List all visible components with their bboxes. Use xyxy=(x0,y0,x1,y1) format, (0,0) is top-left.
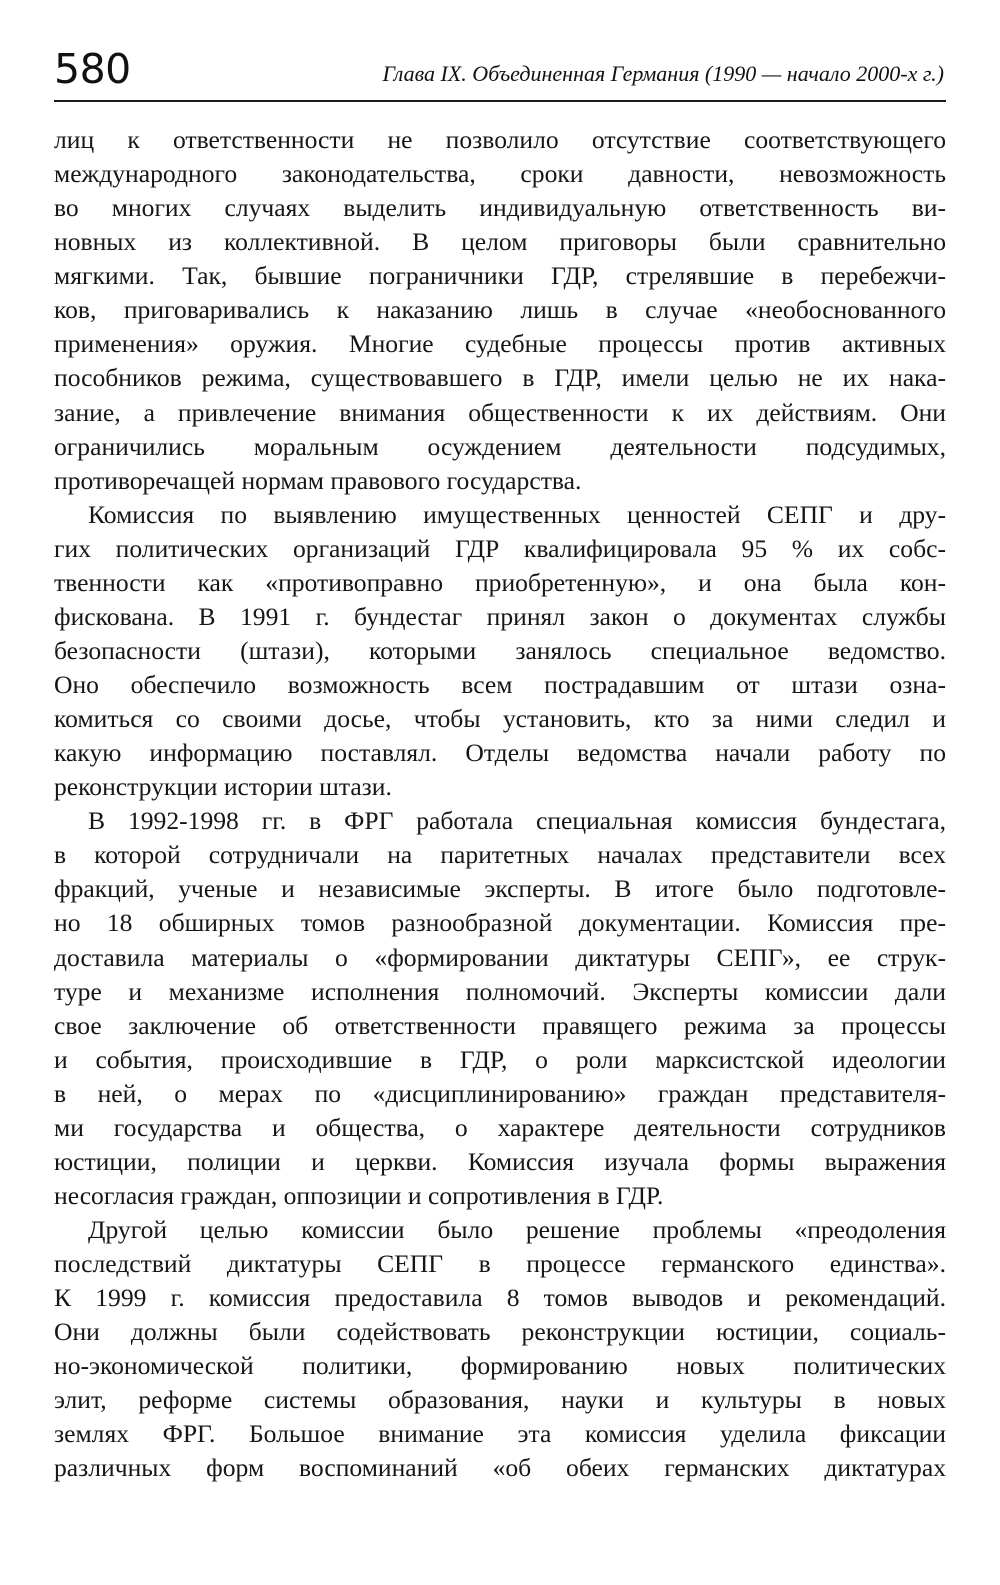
text-line: противоречащей нормам правового государства. xyxy=(54,465,582,495)
text-line: несогласия граждан, оппозиции и сопротивления в ГДР. xyxy=(54,1180,664,1210)
text-line: землях ФРГ. Большое внимание эта комиссия уделила фиксации xyxy=(54,1419,946,1449)
text-line: реконструкции истории штази. xyxy=(54,772,392,802)
text-line: мягкими. Так, бывшие пограничники ГДР, стрелявшие в перебежчи- xyxy=(54,261,946,291)
text-line: доставила материалы о «формировании диктатуры СЕПГ», ее струк- xyxy=(54,942,946,972)
text-line: но-экономической политики, формированию новых политических xyxy=(54,1351,946,1381)
text-line: но 18 обширных томов разнообразной документации. Комиссия пре- xyxy=(54,908,946,938)
body-text xyxy=(54,123,946,1486)
page-header xyxy=(54,44,946,102)
text-line: комиться со своими досье, чтобы установить, кто за ними следил и xyxy=(54,704,946,734)
text-line: юстиции, полиции и церкви. Комиссия изучала формы выражения xyxy=(54,1146,946,1176)
page-number: 580 xyxy=(54,45,131,93)
text-line: новных из коллективной. В целом приговоры были сравнительно xyxy=(54,227,946,257)
text-line: Оно обеспечило возможность всем пострадавшим от штази озна- xyxy=(54,670,946,699)
text-line: зание, а привлечение внимания общественности к их действиям. Они xyxy=(54,397,946,427)
text-line: лиц к ответственности не позволило отсутствие соответствующего xyxy=(54,125,946,154)
text-line: В 1992-1998 гг. в ФРГ работала специальная комиссия бундестага, xyxy=(88,806,946,836)
text-line: ков, приговаривались к наказанию лишь в случае «необоснованного xyxy=(54,295,946,325)
text-line: и события, происходившие в ГДР, о роли марксистской идеологии xyxy=(54,1044,946,1074)
text-line: элит, реформе системы образования, науки и культуры в новых xyxy=(54,1385,946,1415)
paragraph xyxy=(54,804,946,1213)
text-line: свое заключение об ответственности правящего режима за процессы xyxy=(54,1010,946,1040)
text-line: какую информацию поставлял. Отделы ведомства начали работу по xyxy=(54,738,946,768)
text-line: последствий диктатуры СЕПГ в процессе германского единства». xyxy=(54,1249,946,1279)
text-line: К 1999 г. комиссия предоставила 8 томов выводов и рекомендаций. xyxy=(54,1283,946,1313)
text-line: туре и механизме исполнения полномочий. Эксперты комиссии дали xyxy=(54,976,946,1006)
text-line: применения» оружия. Многие судебные процессы против активных xyxy=(54,329,946,359)
text-line: пособников режима, существовавшего в ГДР, имели целью не их нака- xyxy=(54,363,946,393)
text-line: различных форм воспоминаний «об обеих германских диктатурах xyxy=(54,1453,946,1483)
text-line: ми государства и общества, о характере деятельности сотрудников xyxy=(54,1112,946,1142)
text-line: Они должны были содействовать реконструкции юстиции, социаль- xyxy=(54,1317,946,1347)
paragraph xyxy=(54,1213,946,1486)
running-title: Глава IX. Объединенная Германия (1990 — начало 2000-х г.) xyxy=(382,61,944,86)
paragraph xyxy=(54,123,946,498)
text-line: международного законодательства, сроки давности, невозможность xyxy=(54,159,946,189)
text-line: Комиссия по выявлению имущественных ценностей СЕПГ и дру- xyxy=(88,499,946,529)
text-line: в которой сотрудничали на паритетных началах представители всех xyxy=(54,840,946,870)
text-line: безопасности (штази), которыми занялось специальное ведомство. xyxy=(54,635,946,665)
text-line: во многих случаях выделить индивидуальную ответственность ви- xyxy=(54,193,946,223)
text-line: гих политических организаций ГДР квалифицировала 95 % их собс- xyxy=(54,533,946,563)
text-line: Другой целью комиссии было решение проблемы «преодоления xyxy=(88,1215,946,1244)
text-line: фискована. В 1991 г. бундестаг принял закон о документах службы xyxy=(54,601,946,631)
paragraph xyxy=(54,498,946,805)
text-line: в ней, о мерах по «дисциплинированию» граждан представителя- xyxy=(54,1078,946,1108)
text-line: фракций, ученые и независимые эксперты. В итоге было подготовле- xyxy=(54,874,946,904)
text-line: ограничились моральным осуждением деятельности подсудимых, xyxy=(54,431,946,461)
text-line: твенности как «противоправно приобретенную», и она была кон- xyxy=(54,567,946,597)
